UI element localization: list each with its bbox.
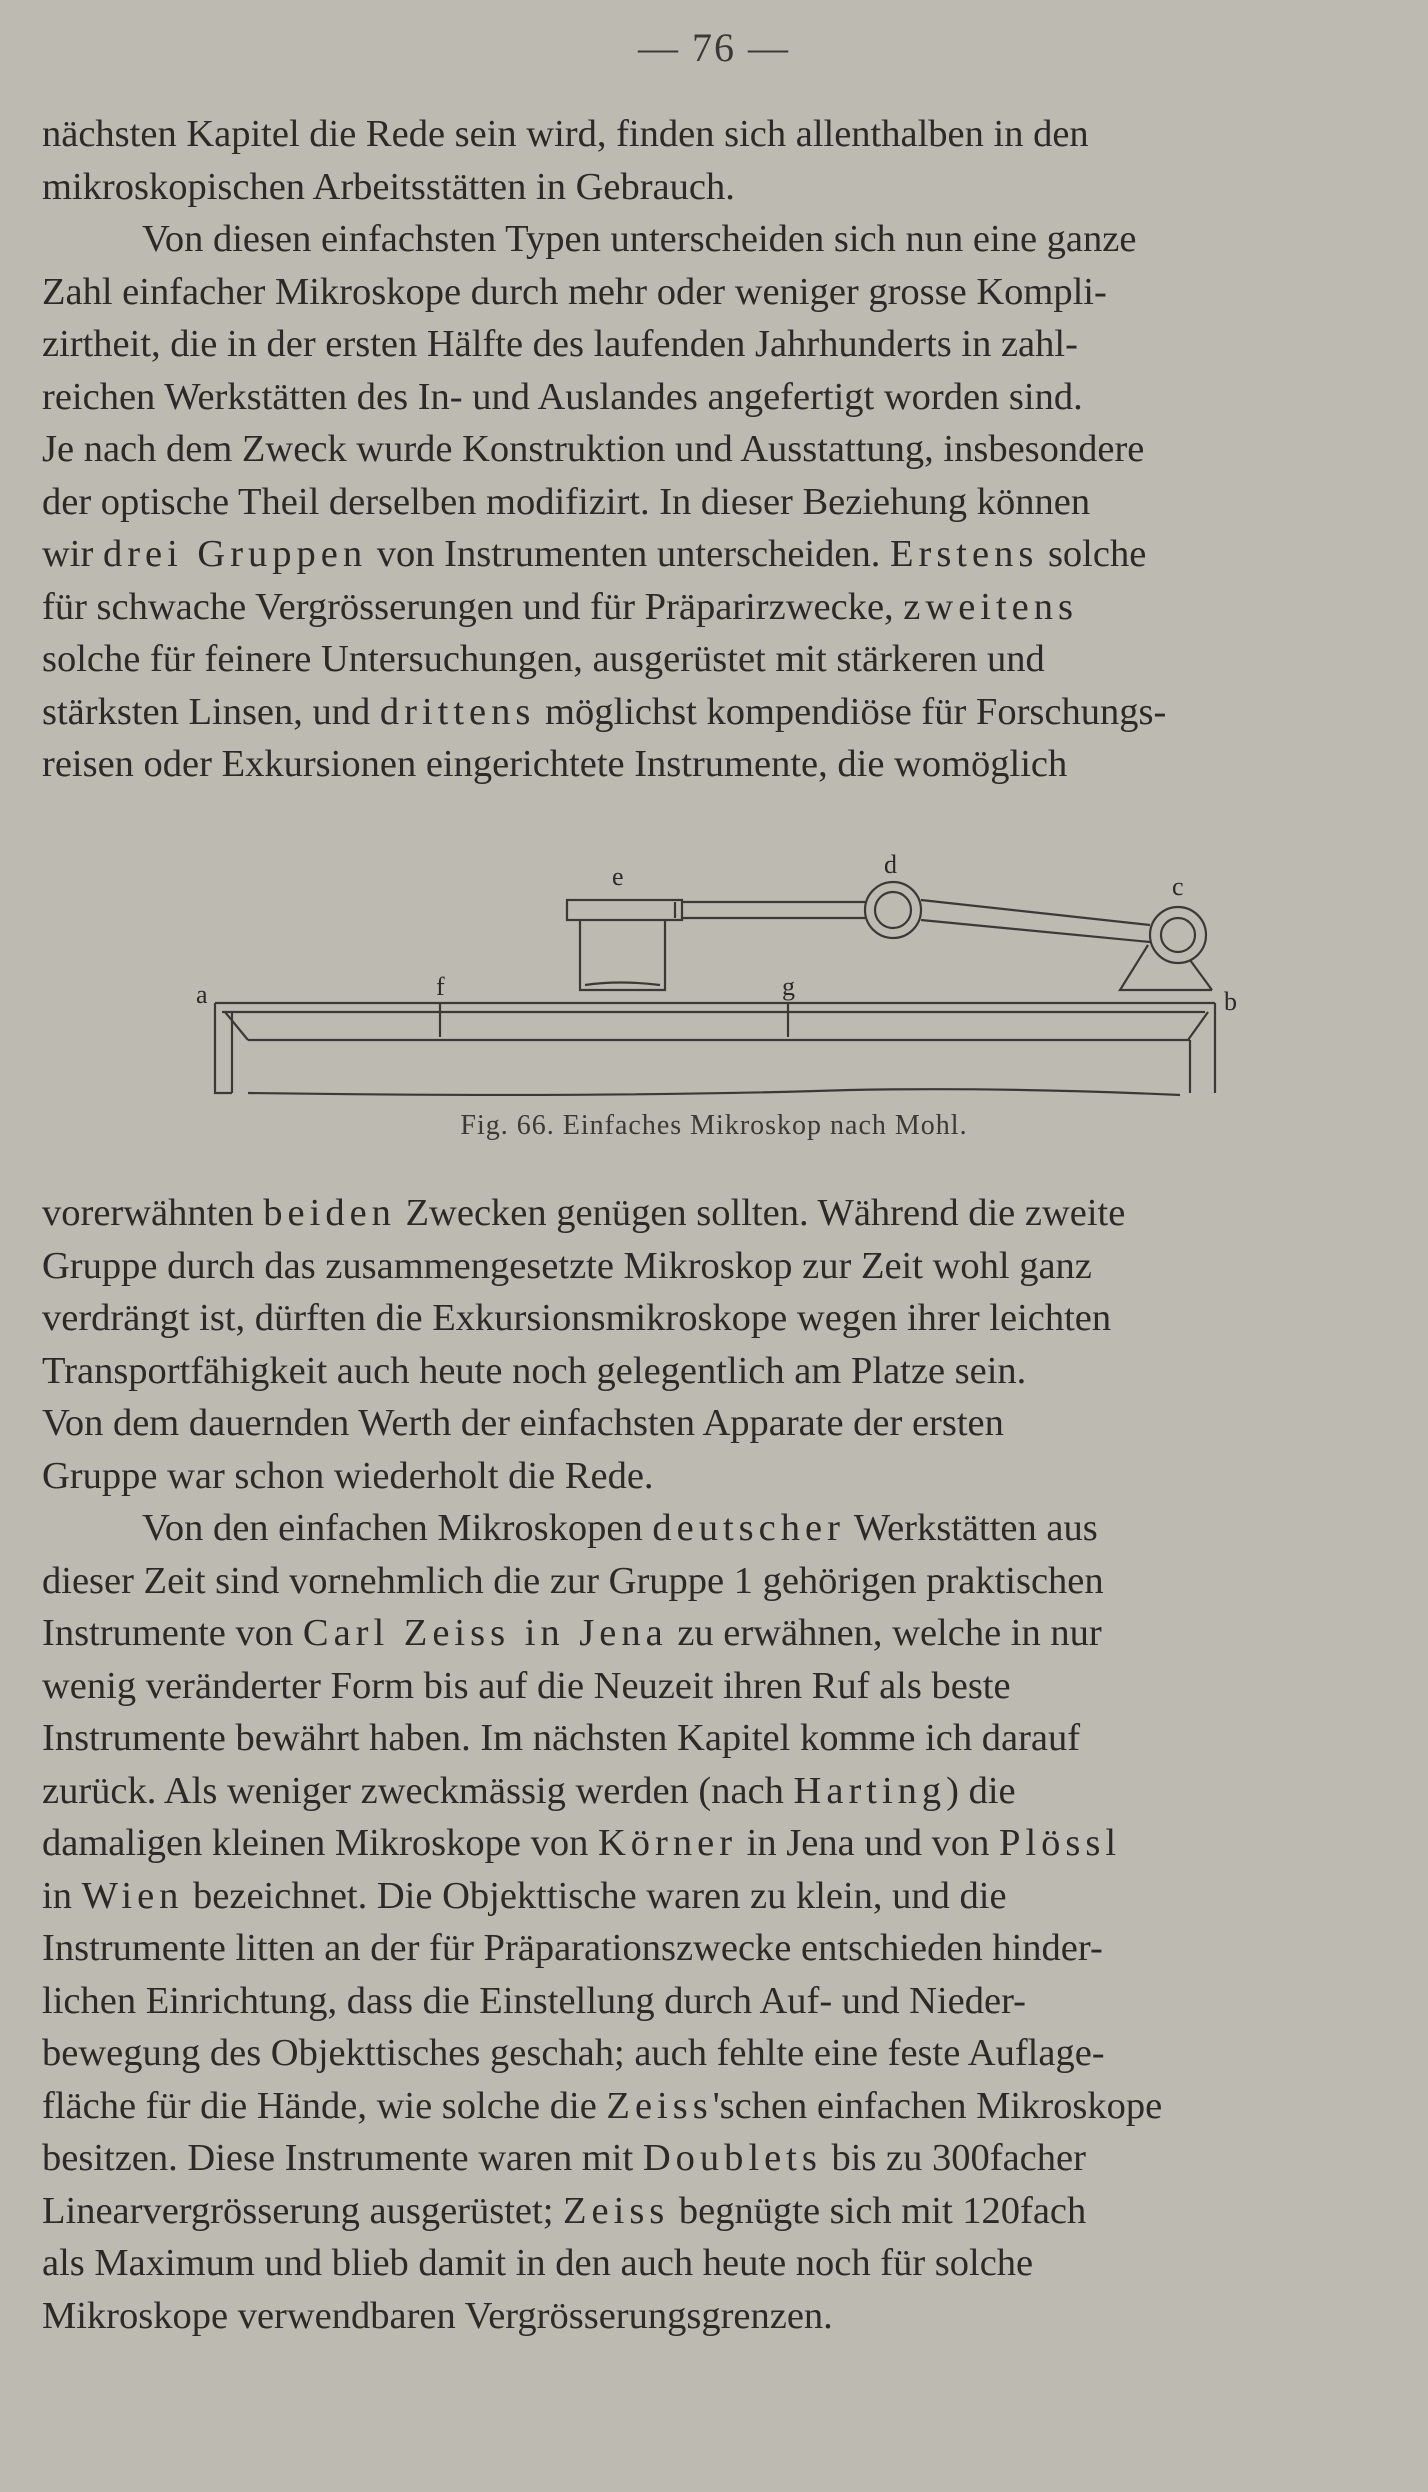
joint-d-outer (865, 882, 921, 938)
spaced-emphasis: Erstens (889, 533, 1039, 575)
lever-arm (921, 900, 1150, 942)
text-line: fläche für die Hände, wie solche die (42, 2084, 597, 2127)
figure-caption: Fig. 66. Einfaches Mikroskop nach Mohl. (460, 1110, 968, 1141)
figure-label-f: f (436, 972, 445, 1001)
stage-plate (567, 900, 682, 920)
text-line: ) die (946, 1769, 1016, 1812)
paragraph-simple-microscope-types (42, 213, 1382, 791)
text-line: Instrumente litten an der für Präparationszwecke entschieden hinder- (42, 1927, 1103, 1969)
text-line: in (42, 1874, 72, 1917)
base-diagonal-left (225, 1012, 248, 1040)
joint-c-inner (1161, 918, 1195, 952)
text-line: Zahl einfacher Mikroskope durch mehr oder weniger grosse Kompli- (42, 270, 1107, 313)
spaced-emphasis: Zeiss (606, 2084, 713, 2127)
text-line: Instrumente bewährt haben. Im nächsten Kapitel komme ich darauf (42, 1717, 1081, 1759)
text-line: reisen oder Exkursionen eingerichtete Instrumente, die womöglich (42, 743, 1068, 785)
text-line: Gruppe war schon wiederholt die Rede. (42, 1454, 654, 1497)
text-line: solche für feinere Untersuchungen, ausgerüstet mit stärkeren und (42, 638, 1045, 680)
text-line: 'schen einfachen Mikroskope (712, 2084, 1163, 2127)
text-line: zirtheit, die in der ersten Hälfte des laufenden Jahrhunderts in zahl- (42, 323, 1078, 365)
text-line: mikroskopischen Arbeitsstätten in Gebrauch. (42, 165, 735, 208)
spaced-emphasis: Zeiss (563, 2189, 670, 2232)
spaced-emphasis: drittens (379, 690, 536, 733)
spaced-emphasis: Wien (81, 1874, 184, 1917)
spaced-emphasis: Körner (598, 1822, 738, 1864)
figure-label-e: e (612, 862, 624, 891)
text-line: damaligen kleinen Mikroskope von (42, 1822, 589, 1864)
text-line: Gruppe durch das zusammengesetzte Mikroskop zur Zeit wohl ganz (42, 1244, 1092, 1287)
stage-bar (675, 902, 865, 918)
text-line: vorerwähnten (42, 1192, 254, 1234)
text-line: möglichst kompendiöse für Forschungs- (545, 690, 1167, 733)
spaced-emphasis: Carl Zeiss in Jena (302, 1612, 668, 1654)
text-line: Instrumente von (42, 1612, 294, 1654)
figure-label-c: c (1172, 872, 1184, 901)
text-line: Von dem dauernden Werth der einfachsten Apparate der ersten (42, 1402, 1004, 1444)
joint-c-outer (1150, 907, 1206, 963)
text-line: verdrängt ist, dürften die Exkursionsmikroskope wegen ihrer leichten (42, 1297, 1112, 1339)
text-line: Von den einfachen Mikroskopen (142, 1507, 643, 1549)
stage-support (580, 920, 665, 990)
text-line: reichen Werkstätten des In- und Auslandes angefertigt worden sind. (42, 375, 1083, 418)
figure-label-b: b (1224, 987, 1237, 1016)
text-line: Mikroskope verwendbaren Vergrösserungsgrenzen. (42, 2294, 833, 2337)
text-line: bewegung des Objekttisches geschah; auch fehlte eine feste Auflage- (42, 2032, 1105, 2074)
text-line: nächsten Kapitel die Rede sein wird, finden sich allenthalben in den (42, 113, 1089, 155)
text-line: bis zu 300facher (831, 2137, 1086, 2179)
base-right-end (1190, 1003, 1215, 1093)
spaced-emphasis: deutscher (652, 1507, 845, 1549)
paragraph-groups (42, 1187, 1382, 1502)
spaced-emphasis: beiden (263, 1192, 396, 1234)
text-line: lichen Einrichtung, dass die Einstellung durch Auf- und Nieder- (42, 1979, 1026, 2022)
base-floor-line (248, 1089, 1180, 1095)
paragraph-german-workshops (42, 1502, 1382, 2342)
base-top-edge (215, 1003, 1215, 1012)
text-line: Werkstätten aus (853, 1507, 1098, 1549)
paragraph-continued (42, 108, 1382, 213)
spaced-emphasis: Harting (793, 1769, 947, 1812)
text-line: in Jena und von (746, 1822, 990, 1864)
figure-label-a: a (196, 980, 208, 1009)
text-line: Transportfähigkeit auch heute noch gelegentlich am Platze sein. (42, 1349, 1027, 1392)
text-line: dieser Zeit sind vornehmlich die zur Gruppe 1 gehörigen praktischen (42, 1559, 1104, 1602)
text-line: Je nach dem Zweck wurde Konstruktion und Ausstattung, insbesondere (42, 428, 1145, 470)
text-line: begnügte sich mit 120fach (678, 2189, 1087, 2232)
text-line: von Instrumenten unterscheiden. (376, 533, 881, 575)
spaced-emphasis: drei Gruppen (102, 533, 368, 575)
spaced-emphasis: zweitens (903, 585, 1078, 628)
text-line: bezeichnet. Die Objekttische waren zu klein, und die (193, 1874, 1007, 1917)
text-line: stärksten Linsen, und (42, 690, 371, 733)
text-line: für schwache Vergrösserungen und für Präparirzwecke, (42, 585, 894, 628)
joint-c-support (1120, 945, 1212, 990)
base-diagonal-right (1188, 1012, 1208, 1040)
text-line: Linearvergrösserung ausgerüstet; (42, 2189, 554, 2232)
text-line: zurück. Als weniger zweckmässig werden (nach (42, 1769, 784, 1812)
text-line: zu erwähnen, welche in nur (677, 1612, 1102, 1654)
spaced-emphasis: Plössl (999, 1822, 1122, 1864)
figure-label-d: d (884, 850, 897, 879)
text-line: wenig veränderter Form bis auf die Neuzeit ihren Ruf als beste (42, 1664, 1011, 1707)
text-line: als Maximum und blieb damit in den auch heute noch für solche (42, 2242, 1034, 2284)
text-line: besitzen. Diese Instrumente waren mit (42, 2137, 634, 2179)
text-line: Von diesen einfachsten Typen unterscheiden sich nun eine ganze (142, 218, 1137, 260)
text-line: Zwecken genügen sollten. Während die zweite (405, 1192, 1126, 1234)
text-line: der optische Theil derselben modifizirt. In dieser Beziehung können (42, 480, 1091, 523)
text-line: solche (1047, 533, 1147, 575)
text-line: wir (42, 533, 94, 575)
page-number: — 76 — (638, 25, 790, 70)
joint-d-inner (875, 892, 911, 928)
spaced-emphasis: Doublets (642, 2137, 822, 2179)
figure-label-g: g (782, 972, 795, 1001)
